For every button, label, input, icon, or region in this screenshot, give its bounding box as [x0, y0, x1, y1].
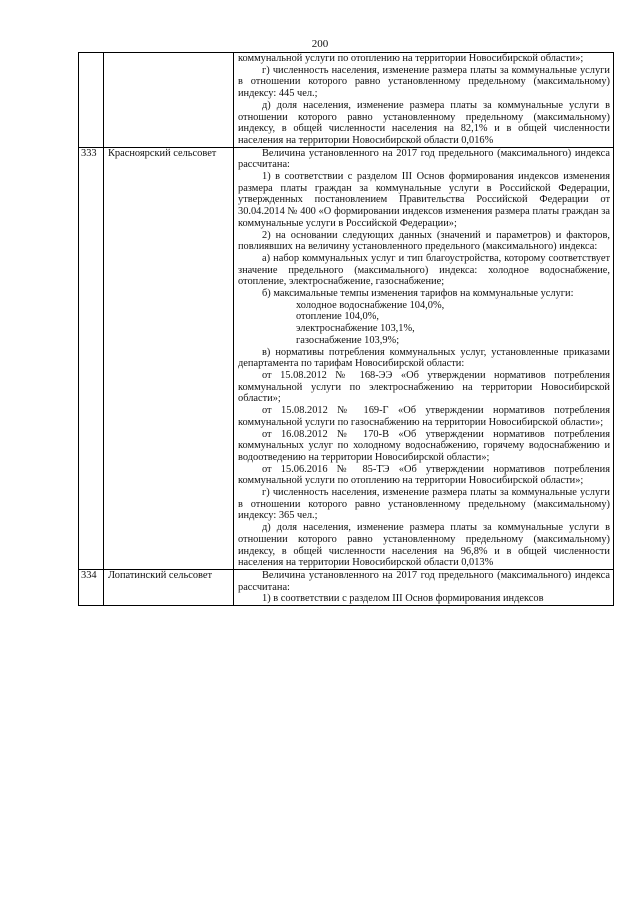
table-row	[79, 569, 614, 605]
description-paragraph: от 15.08.2012 № 168-ЭЭ «Об утверждении нормативов потребления коммунальной услуги по электроснабжению на территории Новосибирской области»;	[238, 369, 610, 405]
description-paragraph: от 15.08.2012 № 169-Г «Об утверждении нормативов потребления коммунальной услуги по газоснабжению на территории Новосибирской области»;	[238, 405, 610, 428]
description-paragraph: Величина установленного на 2017 год предельного (максимального) индекса рассчитана:	[238, 569, 610, 593]
municipality-name: Красноярский сельсовет	[104, 147, 234, 569]
description-paragraph: 1) в соответствии с разделом III Основ формирования индексов	[262, 593, 544, 605]
description-paragraph: Величина установленного на 2017 год предельного (максимального) индекса рассчитана:	[238, 147, 610, 171]
description-paragraph: 2) на основании следующих данных (значений и параметров) и факторов, повлиявших на величину установленного предельного (максимального) индекса:	[238, 229, 610, 253]
index-description	[234, 147, 614, 569]
description-paragraph: коммунальной услуги по отоплению на территории Новосибирской области»;	[238, 53, 584, 64]
table-row	[79, 53, 614, 148]
municipality-name: Лопатинский сельсовет	[104, 569, 234, 605]
description-paragraph: от 16.08.2012 № 170-В «Об утверждении нормативов потребления коммунальных услуг по холодному водоснабжению, горячему водоснабжению и водоотведению на территории Новосибирской области»;	[238, 428, 610, 463]
table-row	[79, 147, 614, 569]
tariff-item: холодное водоснабжение 104,0%,	[296, 299, 445, 311]
row-number: 334	[79, 569, 104, 605]
description-paragraph: а) набор коммунальных услуг и тип благоустройства, которому соответствует значение предельного (максимального) индекса: холодное водоснабжение, отопление, электроснабжение, газоснабжение;	[238, 252, 610, 288]
page-number: 200	[311, 38, 329, 50]
description-paragraph: от 15.06.2016 № 85-ТЭ «Об утверждении нормативов потребления коммунальной услуги по отоплению на территории Новосибирской области»;	[238, 463, 610, 487]
description-paragraph: д) доля населения, изменение размера платы за коммунальные услуги в отношении которого равно установленному предельному (максимальному) индексу, в общей численности населения на 96,8% и в общей численности населения на территории Новосибирской области 0,013%	[238, 522, 610, 569]
description-paragraph: г) численность населения, изменение размера платы за коммунальные услуги в отношении которого равно установленному предельному (максимальному) индексу: 445 чел.;	[238, 64, 610, 100]
description-paragraph: в) нормативы потребления коммунальных услуг, установленные приказами департамента по тарифам Новосибирской области:	[238, 346, 610, 370]
index-description	[234, 53, 614, 148]
municipal-index-table	[78, 52, 614, 606]
tariff-item: газоснабжение 103,9%;	[296, 334, 400, 346]
row-number: 333	[79, 147, 104, 569]
index-description	[234, 569, 614, 605]
tariff-item: электроснабжение 103,1%,	[296, 323, 415, 335]
tariff-item: отопление 104,0%,	[296, 311, 379, 323]
description-paragraph: д) доля населения, изменение размера платы за коммунальные услуги в отношении которого равно установленному предельному (максимальному) индексу, в общей численности населения на 82,1% и в общей численности населения на территории Новосибирской области 0,016%	[238, 99, 610, 146]
description-paragraph: г) численность населения, изменение размера платы за коммунальные услуги в отношении которого равно установленному предельному (максимальному) индексу: 365 чел.;	[238, 487, 610, 522]
description-paragraph: 1) в соответствии с разделом III Основ формирования индексов изменения размера платы граждан за коммунальные услуги в Российской Федерации, утвержденных постановлением Правительства Российской Федерации от 30.04.2014 № 400 «О формировании индексов изменения размера платы граждан за коммунальные услуги в Российской Федерации»;	[238, 171, 610, 229]
description-paragraph: б) максимальные темпы изменения тарифов на коммунальные услуги:	[262, 288, 574, 300]
row-number	[79, 53, 104, 148]
municipality-name	[104, 53, 234, 148]
